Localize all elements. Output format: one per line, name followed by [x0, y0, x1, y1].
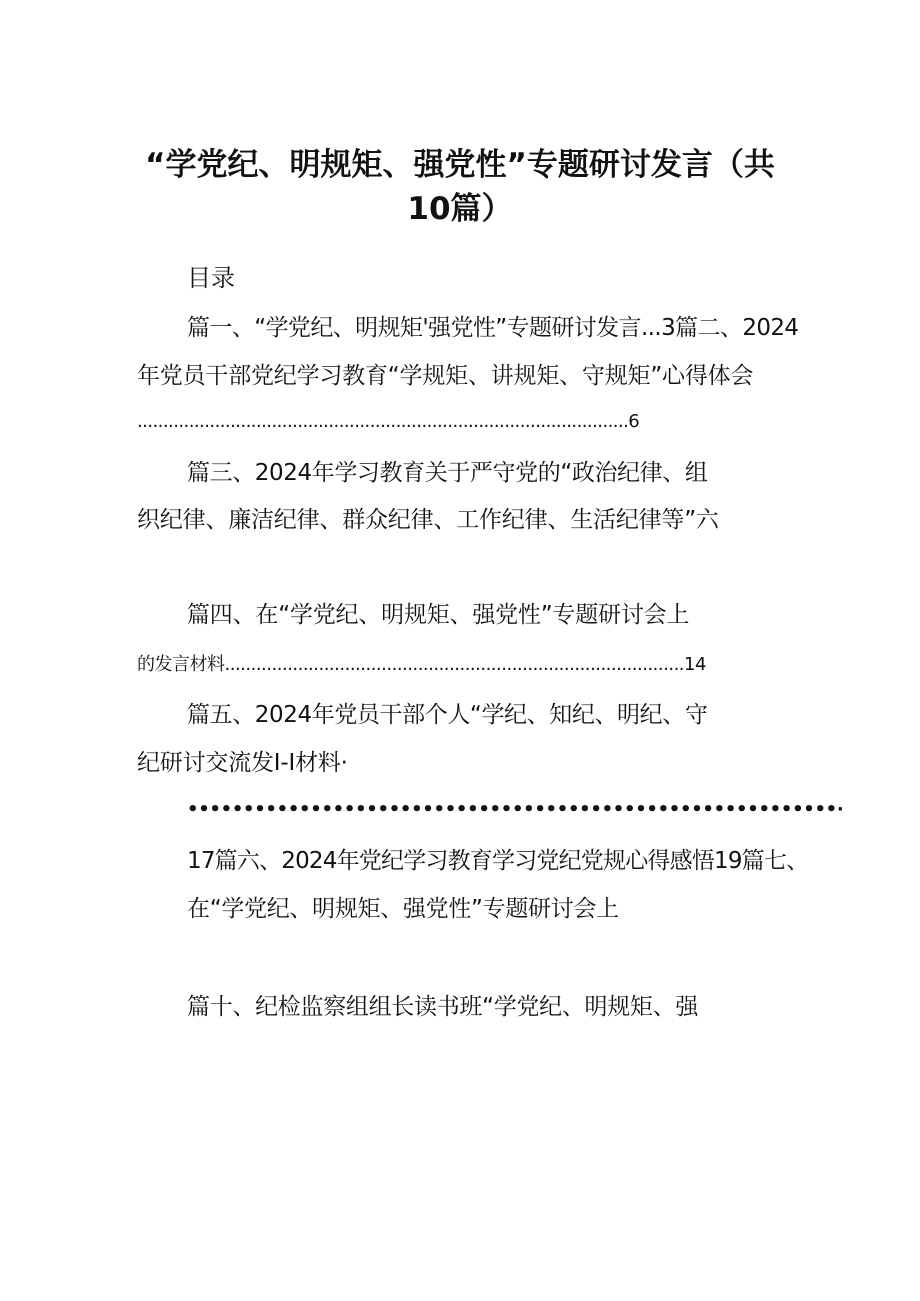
- toc-line: 篇四、在“学党纪、明规矩、强党性”专题研讨会上: [187, 602, 690, 628]
- document-title-line-1: “学党纪、明规矩、强党性”专题研讨发言（共: [145, 147, 775, 183]
- toc-line: 篇三、2024年学习教育关于严守党的“政治纪律、组: [187, 460, 708, 486]
- toc-line: 织纪律、廉洁纪律、群众纪律、工作纪律、生活纪律等”六: [137, 507, 719, 533]
- toc-line: 篇十、纪检监察组组长读书班“学党纪、明规矩、强: [187, 994, 699, 1020]
- toc-line: 纪研讨交流发I-I材料·: [137, 750, 348, 776]
- toc-line: ...............................................................................................6: [137, 411, 640, 432]
- toc-line: 年党员干部党纪学习教育“学规矩、讲规矩、守规矩”心得体会: [137, 363, 754, 389]
- toc-line: 17篇六、2024年党纪学习教育学习党纪党规心得感悟19篇七、: [187, 848, 809, 874]
- toc-heading: 目录: [187, 264, 235, 292]
- toc-line: 的发言材料........................................................................................14: [137, 654, 706, 675]
- document-title-line-2: 10篇）: [407, 191, 513, 227]
- toc-line: 篇一、“学党纪、明规矩'强党性”专题研讨发言...3篇二、2024: [187, 315, 799, 341]
- toc-line: 篇五、2024年党员干部个人“学纪、知纪、明纪、守: [187, 702, 708, 728]
- toc-line: 在“学党纪、明规矩、强党性”专题研讨会上: [187, 896, 619, 922]
- toc-line: ••••••••••••••••••••••••••••••••••••••••••••••••••••••••••·: [187, 799, 844, 820]
